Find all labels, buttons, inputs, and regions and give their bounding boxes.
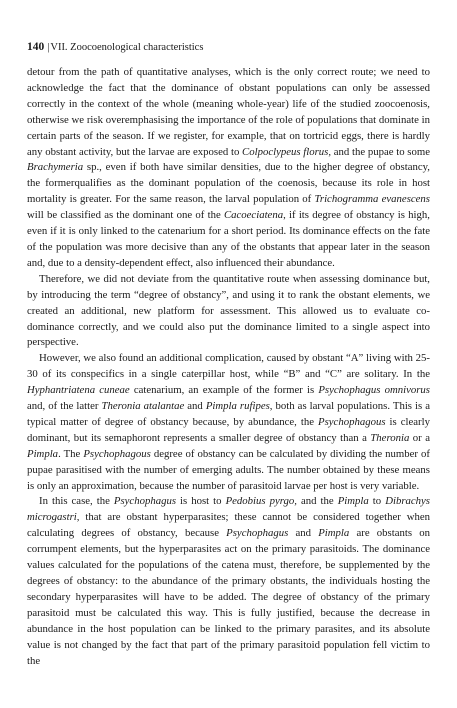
italic-term: Cacoeciatena xyxy=(223,209,284,222)
text-run: that are obstant hyperparasites; these cannot be considered together when calculating degrees of obstancy, because xyxy=(27,511,430,540)
italic-term: Psychophagus omnivorus xyxy=(318,384,430,397)
chapter-title: VII. Zoocoenological characteristics xyxy=(50,42,204,53)
text-run: is clearly dominant, but its semaphoront represents a smaller degree of obstancy than a xyxy=(27,415,430,444)
italic-term: Hyphantriatena cuneae xyxy=(27,384,130,397)
text-run: In this case, the xyxy=(39,495,114,508)
text-run: . The xyxy=(58,447,84,460)
text-run: Therefore, we did not deviate from the quantitative route when assessing dominance but, by introducing the term “degree of obstancy”, and using it to rank the obstant elements, we created an additional, new platform for assessment. This allowed us to evaluate co-dominance correctly, and we could also put the dominance limited to a single aspect into perspective. xyxy=(27,272,430,349)
text-run: and the xyxy=(296,495,338,508)
text-run: and xyxy=(288,527,319,540)
page-number: 140 xyxy=(27,41,45,53)
italic-term: Pedobius pyrgo, xyxy=(225,495,297,508)
italic-term: Psychophagus xyxy=(113,495,177,508)
document-page xyxy=(27,40,430,669)
text-run: are obstants on corrumpent elements, but the hyperparasites act on the primary parasitoids. The dominance values calculated for the populations of the catena must, therefore, be supplemented by the degrees of obstancy: to the abundance of the primary obstants, the individuals hosting the secondary hyperparasites will have to be added. The degree of obstancy of the primary parasitoid must be calculated this way. This is fully justified, because the decrease in abundance in the host population can be linked to the primary parasites, and its absolute value is not changed by the fact that part of the primary parasitoid population fell victim to the xyxy=(27,527,430,667)
italic-term: Pimpla rufipes xyxy=(205,400,270,413)
text-run: and the pupae to some xyxy=(331,145,430,158)
italic-term: Colpoclypeus florus, xyxy=(242,145,332,158)
text-run: sp., even if both have similar densities, due to the higher degree of obstancy, the formerqualifies as the dominant population of the coenosis, because its role in host mortality is greater. For the same reason, the larval population of xyxy=(27,161,430,206)
paragraph-2 xyxy=(27,272,430,352)
italic-term: Theronia xyxy=(370,431,410,444)
text-run: degree of obstancy can be calculated by dividing the number of pupae parasitised with the number of emerging adults. The number obtained by these means is only an approximation, because the number of parasitoid larvae per host is very variable. xyxy=(27,447,430,492)
italic-term: Pimpla xyxy=(318,527,350,540)
italic-term: Pimpla xyxy=(337,495,369,508)
text-run: and xyxy=(184,400,206,413)
paragraph-3 xyxy=(27,351,430,494)
italic-term: Psychophagous xyxy=(318,415,386,428)
text-run: , both as larval populations. This is a typical matter of degree of obstancy because, by abundance, the xyxy=(27,400,431,428)
header-separator: | xyxy=(47,42,50,53)
italic-term: Psychophagus xyxy=(226,527,289,540)
italic-term: Trichogramma evanescens xyxy=(314,193,430,206)
text-run: or a xyxy=(409,431,430,444)
text-run: will be classified as the dominant one of the xyxy=(27,209,224,222)
running-header xyxy=(27,40,430,55)
text-run: and, of the latter xyxy=(27,400,102,413)
italic-term: Brachymeria xyxy=(27,161,84,174)
italic-term: Dibrachys microgastri, xyxy=(27,495,430,524)
text-run: catenarium, an example of the former is xyxy=(129,384,319,397)
text-run: to xyxy=(368,495,386,508)
paragraph-1 xyxy=(27,65,430,272)
italic-term: Theronia atalantae xyxy=(101,400,185,413)
body-text xyxy=(27,65,430,669)
italic-term: Psychophagous xyxy=(83,447,151,460)
text-run: However, we also found an additional complication, caused by obstant “A” living with 25-30 of its conspecifics in a single caterpillar host, while “B” and “C” are solitary. In the xyxy=(27,352,430,381)
text-run: , if its degree of obstancy is high, even if it is only linked to the catenarium for a short period. Its dominance effects on the fate of the population was more decisive than any of the obstants that appear later in the season and, due to a density-dependent effect, also influenced their abundance. xyxy=(27,209,430,269)
italic-term: Pimpla xyxy=(27,447,59,460)
text-run: detour from the path of quantitative analyses, which is the only correct route; we need to acknowledge the fact that the dominance of obstant populations can only be assessed correctly in the context of the whole (meaning whole-year) life of the studied zoocoenosis, otherwise we risk overemphasising the importance of the role of populations that dominate in certain parts of the season. If we register, for example, that on tortricid eggs, there is hardly any obstant activity, but the larvae are exposed to xyxy=(27,66,430,158)
paragraph-4 xyxy=(27,494,430,669)
text-run: is host to xyxy=(176,495,226,508)
